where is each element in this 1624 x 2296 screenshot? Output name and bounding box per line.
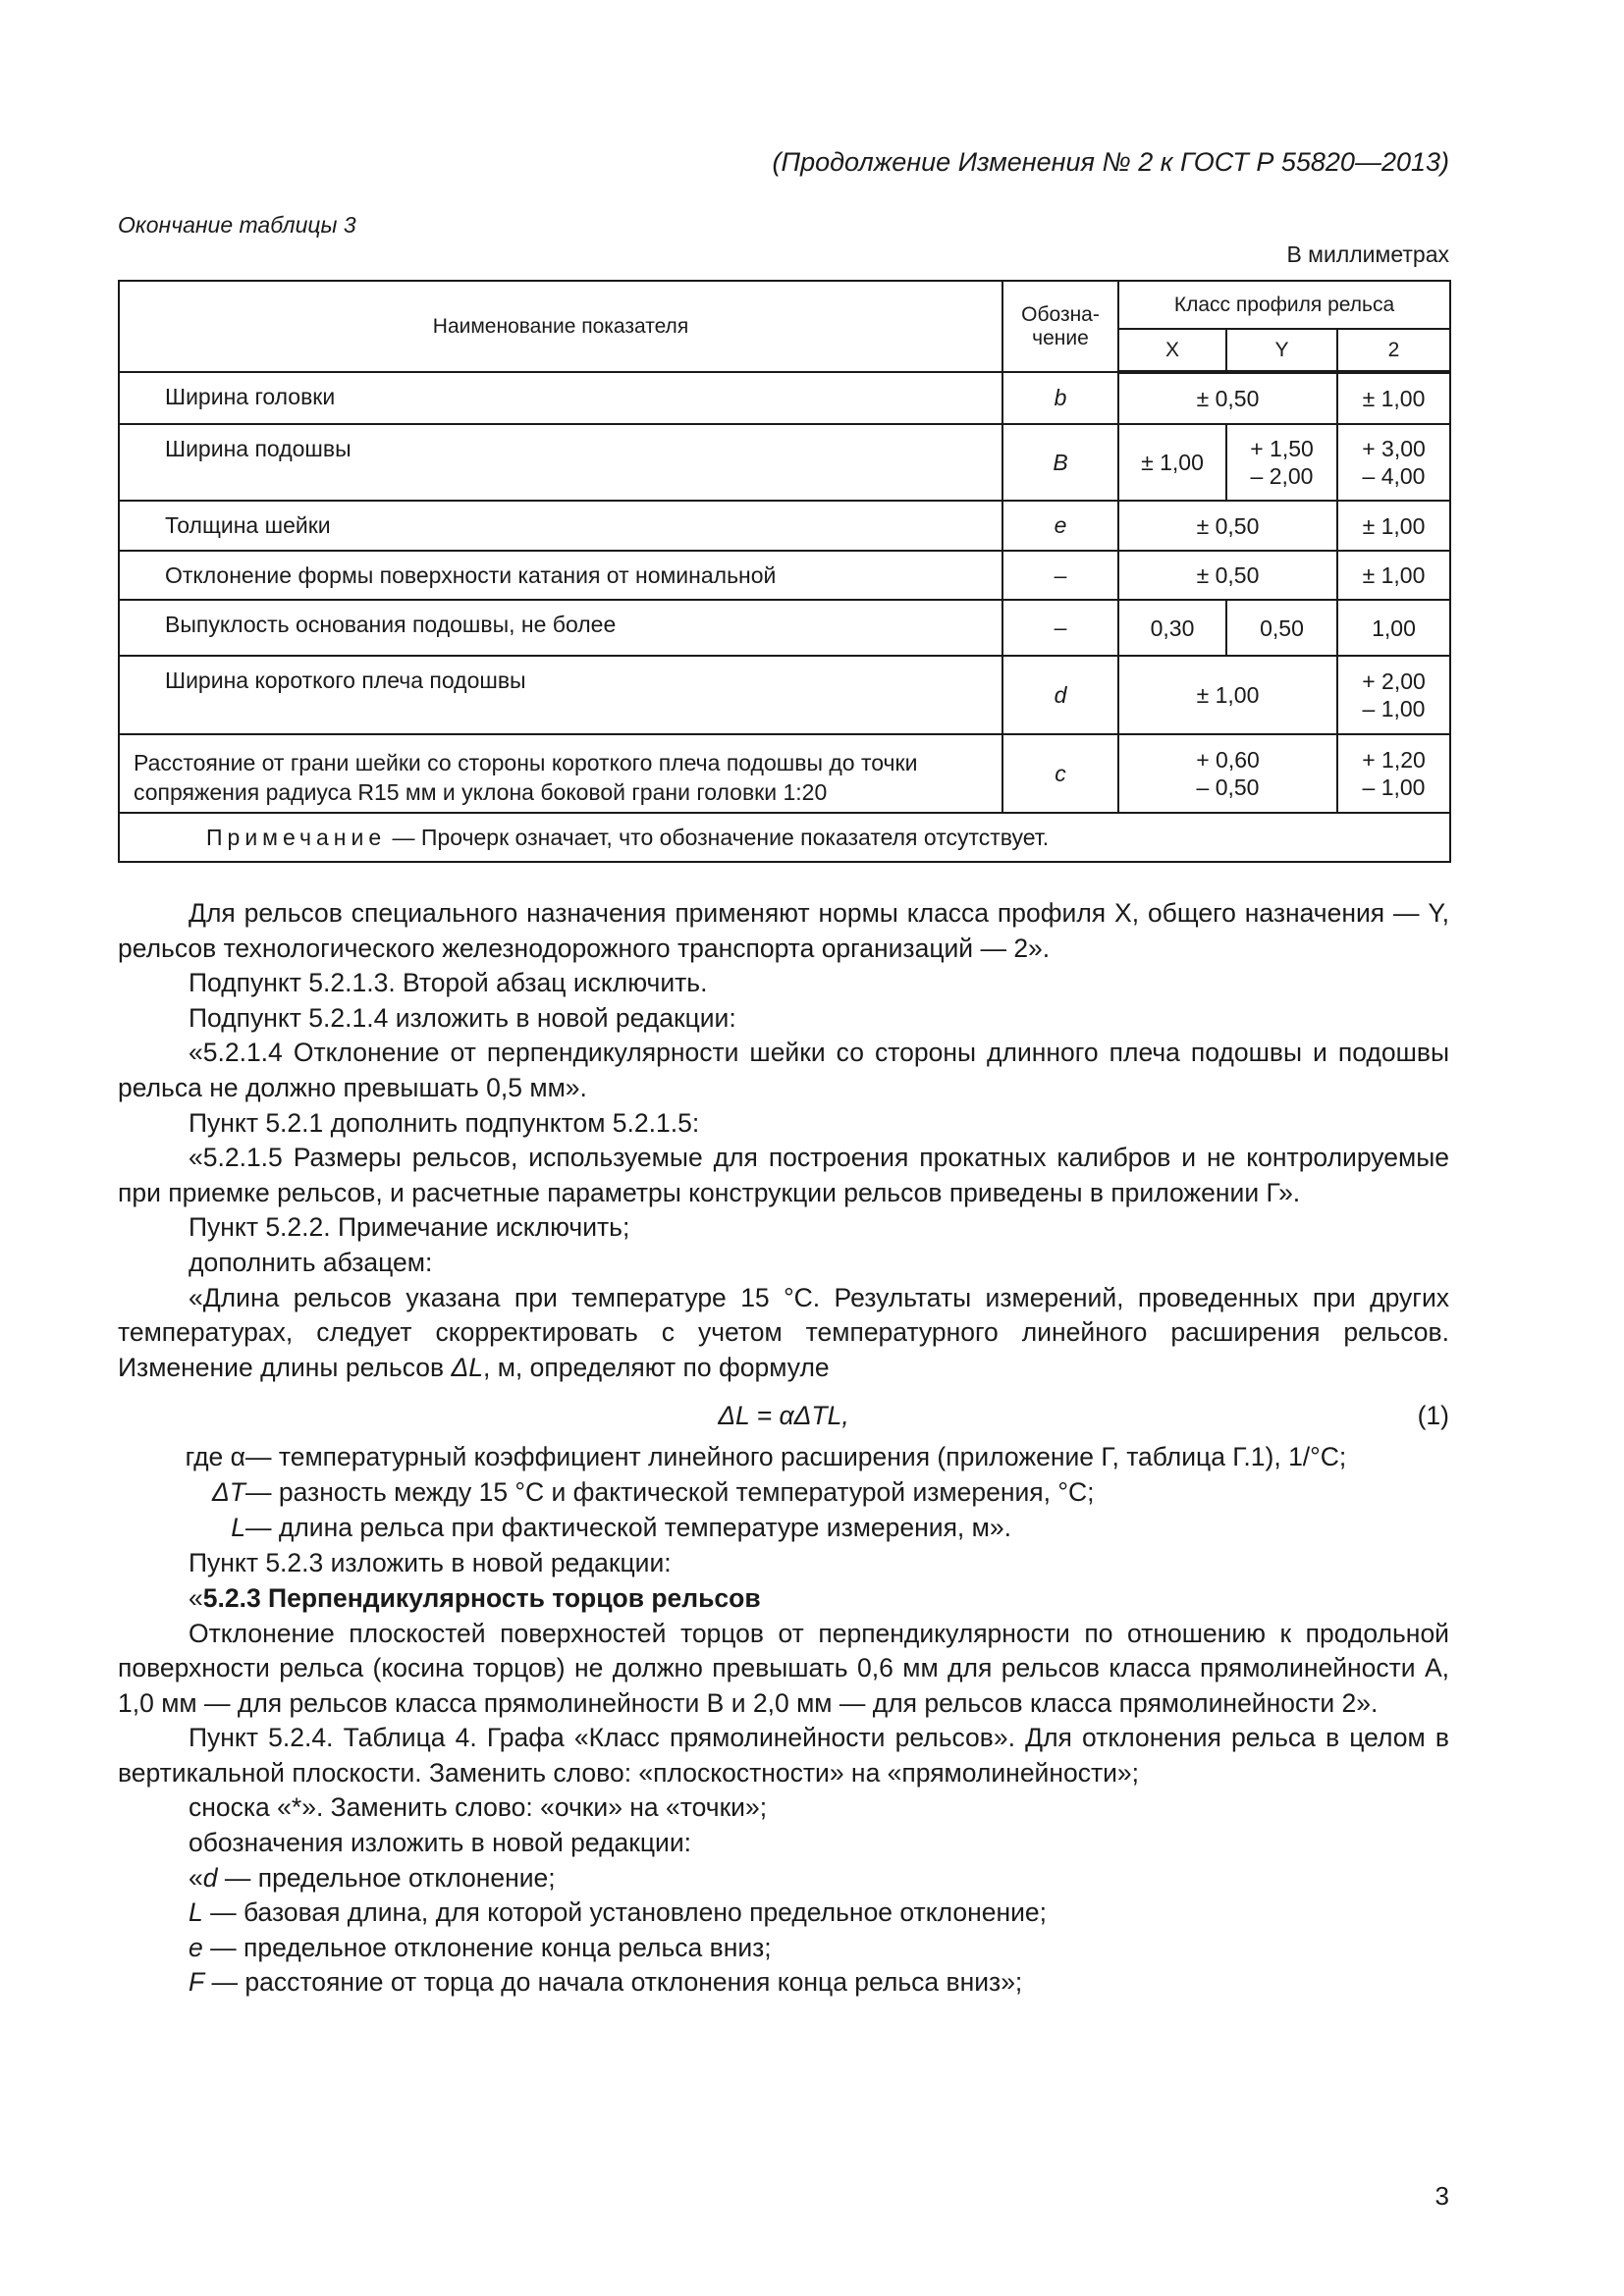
where-line (118, 1440, 1449, 1475)
paragraph: Подпункт 5.2.1.4 изложить в новой редакции: (189, 1002, 736, 1033)
row-value-xy: ± 1,00 (1118, 656, 1337, 734)
note-text: — Прочерк означает, что обозначение показателя отсутствует. (386, 824, 1050, 850)
table-note-row (119, 813, 1450, 862)
def-desc: — расстояние от торца до начала отклонения конца рельса вниз»; (204, 1967, 1023, 1998)
rail-tolerance-table (118, 280, 1451, 863)
table-row (119, 501, 1450, 551)
row-value-2 (1337, 656, 1450, 734)
header-class-x: X (1118, 329, 1226, 372)
row-value-2-line2: – 1,00 (1362, 696, 1426, 721)
header-symbol (1002, 281, 1118, 372)
paragraph: Для рельсов специального назначения применяют нормы класса профиля X, общего назначения — Y, рельсов технологического железнодорожного транспорта организаций — 2». (118, 898, 1449, 963)
where-prefix: где (185, 1442, 224, 1472)
row-value-xy-line1: + 0,60 (1196, 747, 1260, 773)
paragraph (118, 1281, 1449, 1386)
row-value-2: 1,00 (1337, 600, 1450, 656)
header-symbol-line1: Обозна- (1021, 302, 1100, 326)
header-class-y: Y (1226, 329, 1337, 372)
row-value-2-line2: – 4,00 (1362, 463, 1426, 489)
row-value-2-line1: + 1,20 (1362, 747, 1426, 773)
body-text (118, 896, 1449, 2001)
row-name: Отклонение формы поверхности катания от номинальной (119, 551, 1002, 600)
def-symbol: L (189, 1897, 203, 1928)
header-class-2: 2 (1337, 329, 1450, 372)
paragraph: Отклонение плоскостей поверхностей торцов от перпендикулярности по отношению к продольной поверхности рельса (косина торцов) не должно превышать 0,6 мм для рельсов класса прямолинейности А, 1,0 мм — для рельсов класса прямолинейности В и 2,0 мм — для рельсов класса прямолинейности 2». (118, 1618, 1449, 1718)
def-pre: « (189, 1862, 203, 1893)
paragraph-part: , м, определяют по формуле (482, 1352, 830, 1382)
row-value-y (1226, 424, 1337, 501)
row-symbol: e (1002, 501, 1118, 551)
header-class-group: Класс профиля рельса (1118, 281, 1450, 329)
def-symbol: F (189, 1967, 205, 1998)
def-symbol: d (202, 1862, 218, 1893)
row-symbol: d (1002, 656, 1118, 734)
table-row (119, 734, 1450, 813)
table-row (119, 600, 1450, 656)
def-desc: — предельное отклонение конца рельса вниз; (202, 1932, 772, 1962)
definition-line (118, 1861, 1449, 1896)
row-name: Ширина подошвы (119, 424, 1002, 501)
table-row (119, 551, 1450, 600)
def-desc: — предельное отклонение; (217, 1862, 556, 1893)
row-symbol: b (1002, 372, 1118, 424)
row-value-2-line2: – 1,00 (1362, 774, 1426, 800)
where-line (118, 1475, 1449, 1511)
paragraph: Пункт 5.2.1 дополнить подпунктом 5.2.1.5: (189, 1107, 700, 1138)
row-name-line1: Расстояние от грани шейки со стороны короткого плеча подошвы до точки (134, 750, 918, 775)
formula: ΔL = αΔTL, (718, 1401, 849, 1431)
row-value-2 (1337, 424, 1450, 501)
def-desc: — базовая длина, для которой установлено предельное отклонение; (202, 1897, 1047, 1928)
table-caption: Окончание таблицы 3 (118, 212, 356, 238)
where-symbol (186, 1440, 245, 1475)
section-heading (118, 1581, 1449, 1617)
definition-line (118, 1896, 1449, 1931)
row-symbol: – (1002, 551, 1118, 600)
note-label: Примечание (206, 824, 387, 850)
table-row (119, 424, 1450, 501)
row-value-2-line1: + 3,00 (1362, 436, 1426, 461)
table-note (119, 813, 1450, 862)
formula-block (118, 1391, 1449, 1440)
row-symbol: – (1002, 600, 1118, 656)
where-line (118, 1511, 1449, 1546)
header-symbol-line2: чение (1032, 326, 1089, 349)
where-desc: — разность между 15 °С и фактической температурой измерения, °С; (245, 1477, 1095, 1508)
row-value-xy-line2: – 0,50 (1196, 774, 1260, 800)
where-desc: — длина рельса при фактической температуре измерения, м». (245, 1513, 1011, 1543)
paragraph: «5.2.1.5 Размеры рельсов, используемые для построения прокатных калибров и не контролируемые при приемке рельсов, и расчетные параметры конструкции рельсов приведены в приложении Г». (118, 1143, 1449, 1207)
row-value-xy (1118, 734, 1337, 813)
paragraph: сноска «*». Заменить слово: «очки» на «точки»; (189, 1792, 768, 1823)
where-sym: α (230, 1442, 245, 1472)
definition-line (118, 1931, 1449, 1966)
row-value-x: ± 1,00 (1118, 424, 1226, 501)
section-heading-text: 5.2.3 Перпендикулярность торцов рельсов (202, 1582, 761, 1613)
paragraph: Пункт 5.2.3 изложить в новой редакции: (189, 1548, 672, 1578)
row-symbol: c (1002, 734, 1118, 813)
paragraph: обозначения изложить в новой редакции: (189, 1828, 692, 1858)
paragraph: дополнить абзацем: (189, 1247, 433, 1277)
table-units: В миллиметрах (1286, 241, 1449, 267)
paragraph: Пункт 5.2.4. Таблица 4. Графа «Класс прямолинейности рельсов». Для отклонения рельса в целом в вертикальной плоскости. Заменить слово: «плоскостности» на «прямолинейности»; (118, 1723, 1449, 1788)
header-name: Наименование показателя (119, 281, 1002, 372)
row-name: Толщина шейки (119, 501, 1002, 551)
row-value-xy: ± 0,50 (1118, 372, 1337, 424)
row-value-x: 0,30 (1118, 600, 1226, 656)
row-value-y: 0,50 (1226, 600, 1337, 656)
paragraph-part: «Длина рельсов указана при температуре 15 °С. Результаты измерений, проведенных при других температурах, следует скорректировать с учетом температурного линейного расширения рельсов. Изменение длины рельсов (118, 1282, 1449, 1382)
row-name: Ширина головки (119, 372, 1002, 424)
where-sym: ΔT (212, 1477, 245, 1508)
row-value-2 (1337, 734, 1450, 813)
row-name: Выпуклость основания подошвы, не более (119, 600, 1002, 656)
row-name: Ширина короткого плеча подошвы (119, 656, 1002, 734)
row-name (119, 734, 1002, 813)
paragraph: «5.2.1.4 Отклонение от перпендикулярности шейки со стороны длинного плеча подошвы и подошвы рельса не должно превышать 0,5 мм». (118, 1038, 1449, 1102)
delta-l-symbol: ΔL (451, 1352, 483, 1382)
row-value-y-line1: + 1,50 (1250, 436, 1314, 461)
page-number: 3 (1435, 2181, 1449, 2211)
where-desc: — температурный коэффициент линейного расширения (приложение Г, таблица Г.1), 1/°С; (245, 1442, 1347, 1472)
row-value-2: ± 1,00 (1337, 551, 1450, 600)
where-sym: L (231, 1513, 245, 1543)
quote-mark: « (189, 1582, 203, 1613)
paragraph: Пункт 5.2.2. Примечание исключить; (189, 1212, 630, 1243)
def-symbol: e (189, 1932, 203, 1962)
row-value-2-line1: + 2,00 (1362, 668, 1426, 694)
table-row (119, 656, 1450, 734)
table-row (119, 372, 1450, 424)
definition-line (118, 1965, 1449, 2001)
row-value-xy: ± 0,50 (1118, 551, 1337, 600)
row-value-2: ± 1,00 (1337, 501, 1450, 551)
continuation-header: (Продолжение Изменения № 2 к ГОСТ Р 55820—2013) (772, 147, 1449, 177)
formula-number: (1) (1417, 1401, 1449, 1431)
row-name-line2: сопряжения радиуса R15 мм и уклона боковой грани головки 1:20 (134, 779, 828, 805)
row-symbol: B (1002, 424, 1118, 501)
row-value-2: ± 1,00 (1337, 372, 1450, 424)
paragraph: Подпункт 5.2.1.3. Второй абзац исключить. (189, 968, 708, 998)
row-value-xy: ± 0,50 (1118, 501, 1337, 551)
row-value-y-line2: – 2,00 (1250, 463, 1314, 489)
